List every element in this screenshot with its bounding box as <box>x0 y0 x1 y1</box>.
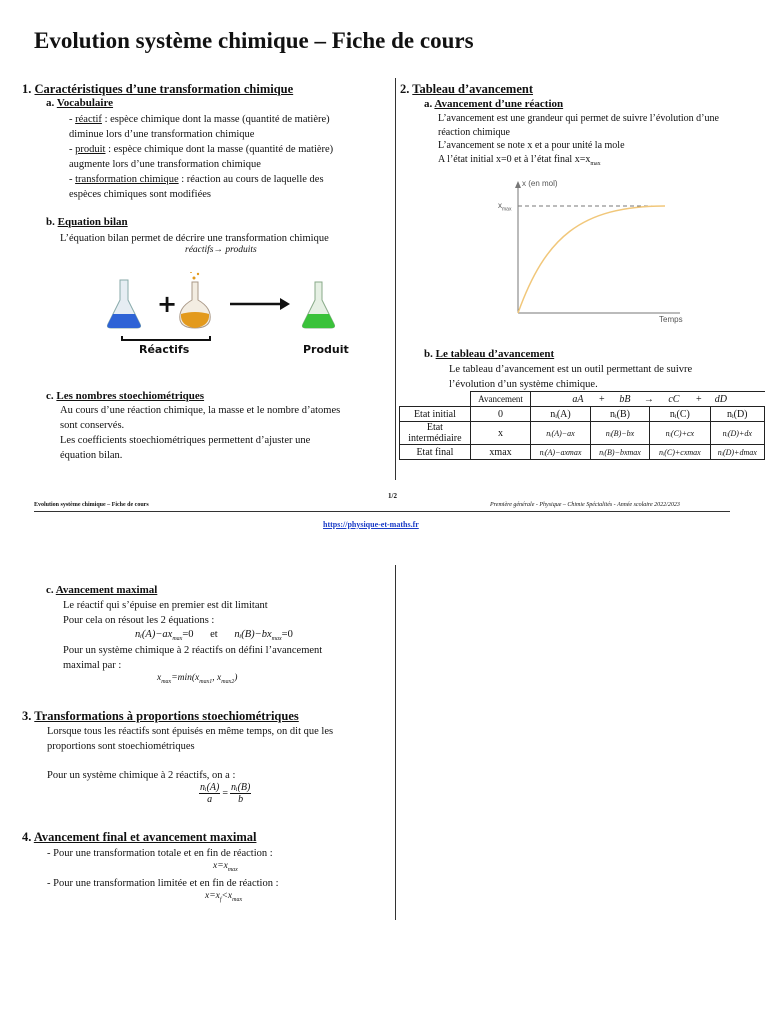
orange-flask-icon <box>180 272 211 328</box>
stoechio-text: Au cours d’une réaction chimique, la masse et le nombre d’atomes sont conservés. Les coefficients stoechiométriques permettent d’ajuster une équation bilan. <box>60 405 341 461</box>
section3-text: Lorsque tous les réactifs sont épuisés en même temps, on dit que les proportions sont stoechiométriques <box>47 726 334 752</box>
section3-heading: 3. Transformations à proportions stoechiométriques <box>22 709 299 723</box>
site-link[interactable]: https://physique-et-maths.fr <box>323 520 419 529</box>
avancement-max-equations: $nᵢ(A)-ax_{max}=0$ et $nᵢ(B)-bx_{max}=0$ <box>135 629 293 643</box>
footer-left: Evolution système chimique – Fiche de cours <box>34 502 149 508</box>
section2c-heading: c. Avancement maximal <box>46 584 158 596</box>
reactifs-label: Réactifs <box>139 343 190 356</box>
footer-right: Première générale - Physique – Chimie Spécialités - Année scolaire 2022/2023 <box>490 502 680 508</box>
table-cell: nᵢ(B) <box>590 407 649 422</box>
table-header-equation-left: aA + bB → cC + dD <box>531 392 765 407</box>
section1-heading: 1. Caractéristiques d’une transformation chimique <box>22 82 294 96</box>
avancement-max-text: Le réactif qui s’épuise en premier est dit limitant Pour cela on résout les 2 équations : <box>63 600 268 626</box>
column-divider-top <box>395 78 396 480</box>
avancement-max-text2: Pour un système chimique à 2 réactifs on défini l’avancement maximal par : <box>63 645 323 671</box>
footer-link-wrap <box>323 514 419 532</box>
section3-text2: Pour un système chimique à 2 réactifs, on a : <box>47 770 236 781</box>
table-row <box>400 422 765 445</box>
graph-xlabel: Temps <box>659 315 683 324</box>
xmax-formula: $x_{max}=\min(x_{max1}$, $x_{max2}$) <box>157 673 238 685</box>
section2-heading: 2. Tableau d’avancement <box>400 82 534 96</box>
svg-text:+: + <box>157 290 178 318</box>
table-cell: nᵢ(B)−bxmax <box>590 445 649 460</box>
page-number: 1/2 <box>388 492 397 500</box>
table-cell: nᵢ(D)+dx <box>710 422 765 445</box>
table-cell: 0 <box>470 407 530 422</box>
section4-line2: - Pour une transformation limitée et en fin de réaction : <box>47 878 279 889</box>
table-cell: nᵢ(A)−axmax <box>531 445 590 460</box>
footer-rule <box>34 511 730 512</box>
equation-bilan-text: L’équation bilan permet de décrire une transformation chimique <box>60 233 329 244</box>
table-header-row <box>400 392 765 407</box>
section2b-heading: b. Le tableau d’avancement <box>424 348 555 360</box>
table-cell: nᵢ(D) <box>710 407 765 422</box>
section1a-heading: a. Vocabulaire <box>46 97 114 109</box>
table-cell: nᵢ(C)+cxmax <box>650 445 710 460</box>
avancement-text: L’avancement est une grandeur qui permet de suivre l’évolution d’une réaction chimique L’avancement se note x et a pour unité la mole A l’état initial x=0 et à l’état final $x=x_{max}$ <box>438 113 719 167</box>
section2a-heading: a. Avancement d’une réaction <box>424 98 564 110</box>
table-cell: nᵢ(C) <box>650 407 710 422</box>
table-row <box>400 407 765 422</box>
tableau-text: Le tableau d’avancement est un outil permettant de suivre l’évolution d’un système chimique. <box>449 364 693 390</box>
section4-formula2: $x=x_f<x_{max}$ <box>205 891 243 903</box>
table-cell: Etat intermédiaire <box>400 422 471 445</box>
tableau-avancement <box>399 391 765 460</box>
table-cell: nᵢ(D)+dmax <box>710 445 765 460</box>
table-cell: Etat initial <box>400 407 471 422</box>
table-cell: nᵢ(B)−bx <box>590 422 649 445</box>
graph-xmax-label: $x_{max}$ <box>498 201 512 213</box>
produit-label: Produit <box>303 343 349 356</box>
table-cell: Etat final <box>400 445 471 460</box>
page-title: Evolution système chimique – Fiche de cours <box>34 28 474 53</box>
blue-flask-icon <box>107 280 140 328</box>
table-cell <box>400 392 471 407</box>
section1c-heading: c. Les nombres stoechiométriques <box>46 390 205 402</box>
section4-heading: 4. Avancement final et avancement maximal <box>22 830 257 844</box>
column-divider-bottom <box>395 565 396 920</box>
table-cell: x <box>470 422 530 445</box>
table-cell: nᵢ(C)+cx <box>650 422 710 445</box>
table-cell: nᵢ(A)−ax <box>531 422 590 445</box>
section4-line1: - Pour une transformation totale et en fin de réaction : <box>47 848 273 859</box>
table-row <box>400 445 765 460</box>
vocab-list: - réactif : espèce chimique dont la masse (quantité de matière) diminue lors d’une transformation chimique - produit : espèce chimique dont la masse (quantité de matière) augmente lors d’une transformation chimique - transformation chimique : réaction au cours de laquelle des espèces chimiques sont modifiées <box>69 114 334 200</box>
section4-formula1: $x=x_{max}$ <box>213 861 238 873</box>
section1b-heading: b. Equation bilan <box>46 216 128 228</box>
table-cell: xmax <box>470 445 530 460</box>
avancement-graph <box>490 178 690 328</box>
equation-bilan-formula: réactifs→ produits <box>185 245 257 255</box>
table-cell: nᵢ(A) <box>531 407 590 422</box>
green-flask-icon <box>302 282 334 328</box>
stoechio-fraction: $\frac{\text{nᵢ(A)}}{a}$ = $\frac{\text{nᵢ(B)}}{b}$ <box>200 782 251 805</box>
graph-ylabel: x (en mol) <box>522 179 558 188</box>
table-header-avancement: Avancement <box>470 392 530 407</box>
